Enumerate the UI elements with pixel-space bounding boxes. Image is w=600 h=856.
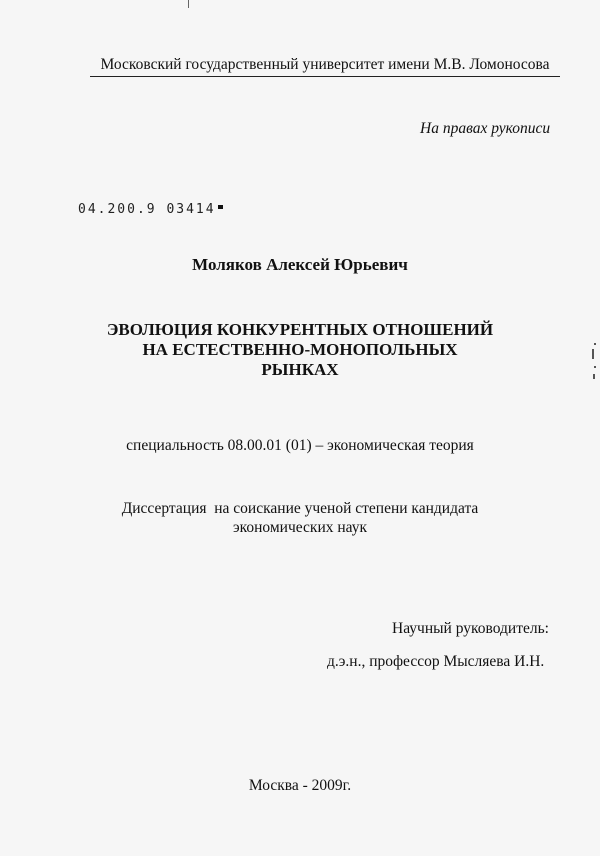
university-header: Московский государственный университет имени М.В. Ломоносова: [90, 56, 560, 77]
specialty: специальность 08.00.01 (01) – экономическая теория: [126, 437, 474, 454]
title-line: НА ЕСТЕСТВЕННО-МОНОПОЛЬНЫХ: [142, 340, 458, 359]
degree-line: экономических наук: [232, 519, 368, 536]
title-line: РЫНКАХ: [261, 360, 339, 379]
registration-code: [78, 202, 223, 217]
stamp-mark-icon: [218, 205, 223, 209]
degree-line: Диссертация на соискание ученой степени кандидата: [121, 500, 479, 517]
author-name: Моляков Алексей Юрьевич: [192, 255, 408, 274]
title-line: ЭВОЛЮЦИЯ КОНКУРЕНТНЫХ ОТНОШЕНИЙ: [106, 320, 494, 339]
supervisor-label: Научный руководитель:: [392, 620, 549, 637]
city-year: Москва - 2009г.: [248, 777, 352, 794]
scan-artifact: [188, 0, 189, 8]
degree-statement: [0, 499, 600, 537]
rights-note: На правах рукописи: [420, 120, 551, 137]
dissertation-title: [0, 320, 600, 380]
supervisor-name: д.э.н., профессор Мысляева И.Н.: [327, 653, 545, 670]
registration-code-text: 04.200.9 03414: [78, 202, 216, 217]
